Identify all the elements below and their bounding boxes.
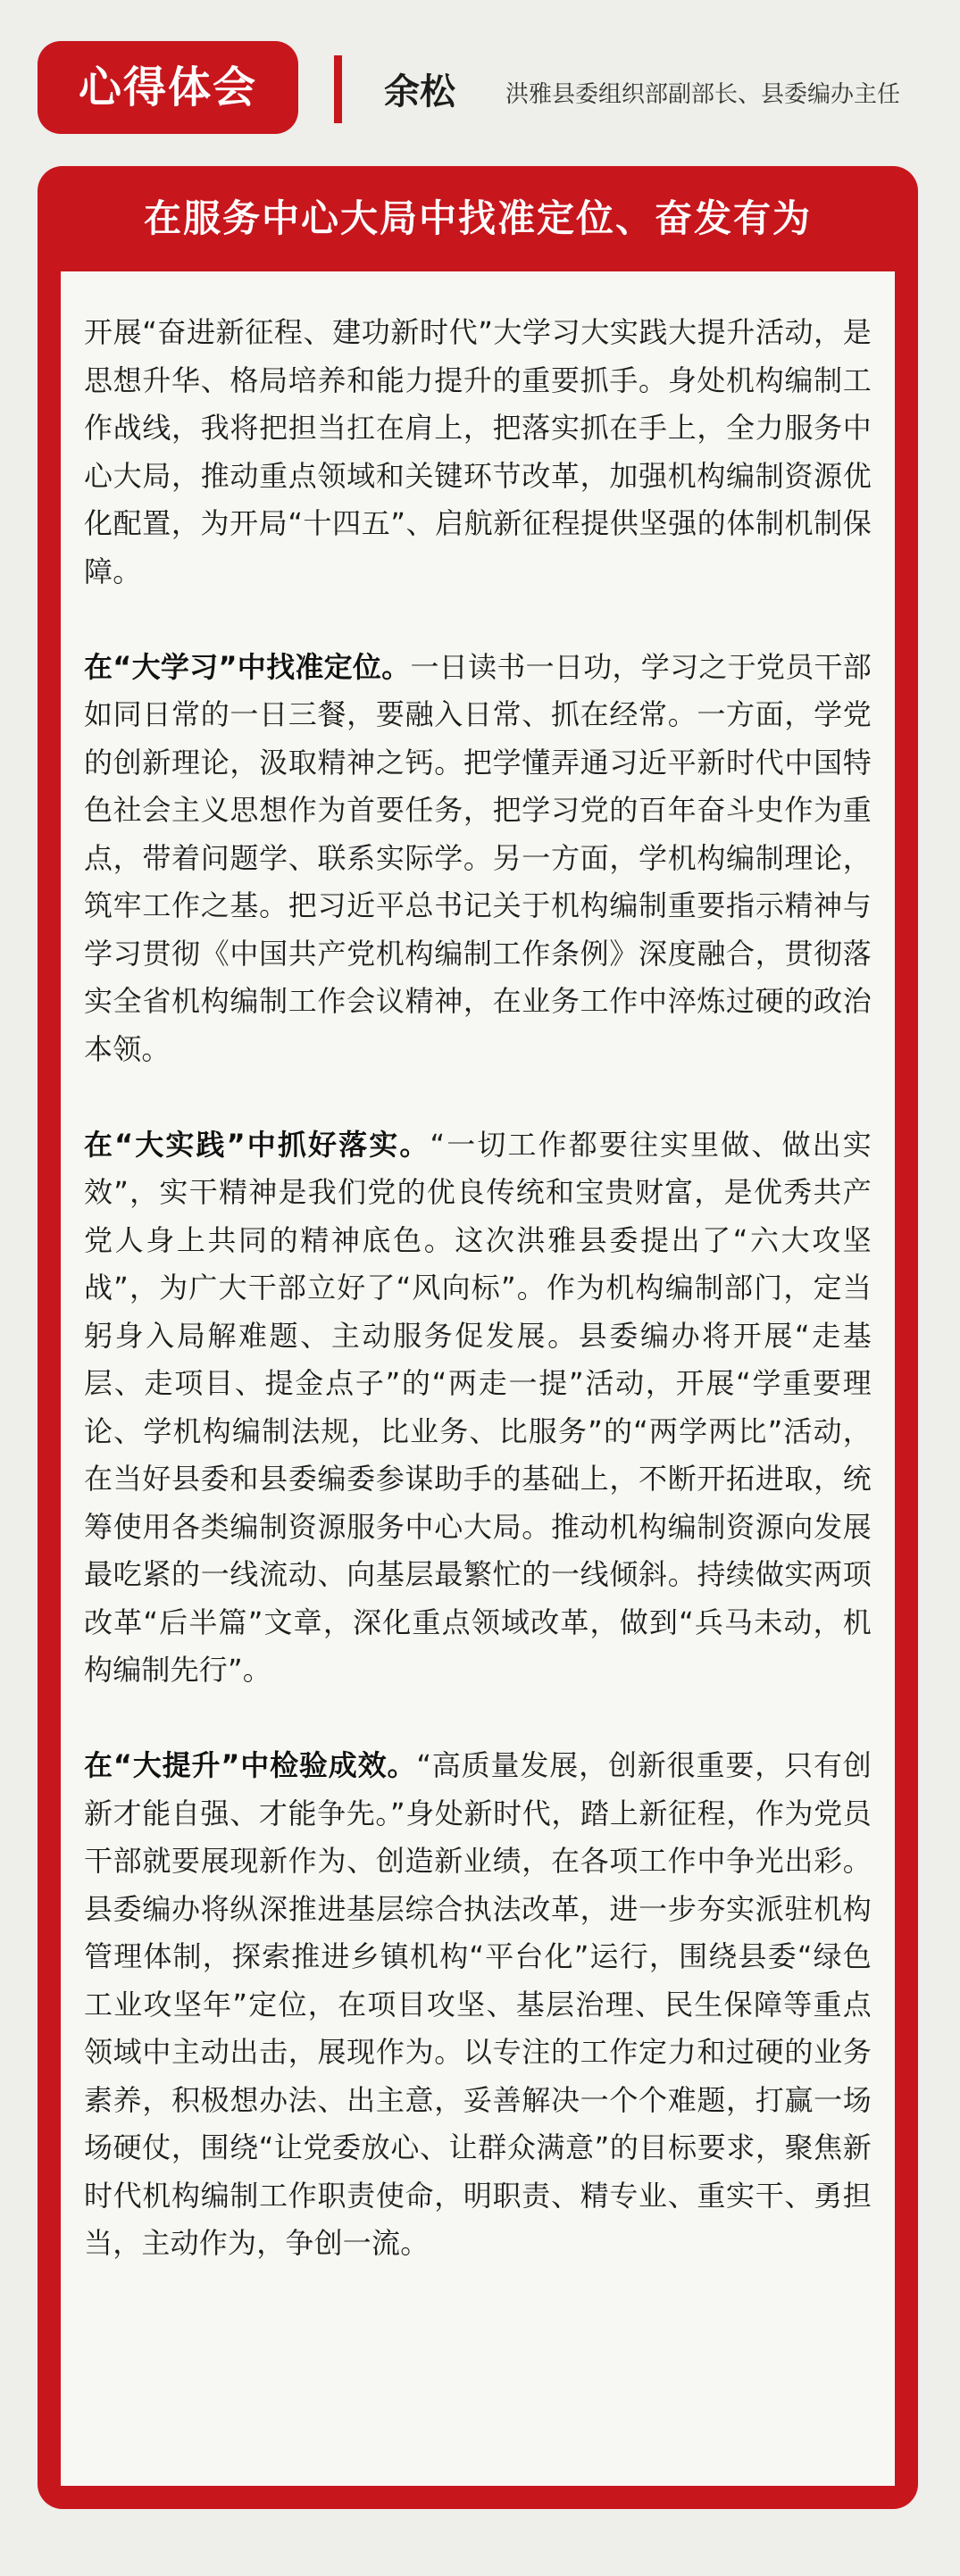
paragraph-text: “一切工作都要往实里做、做出实效”，实干精神是我们党的优良传统和宝贵财富，是优秀共产党人身上共同的精神底色。这次洪雅县委提出了“六大攻坚战”，为广大干部立好了“风向标”。作为机构编制部门，定当躬身入局解难题、主动服务促发展。县委编办将开展“走基层、走项目、提金点子”的“两走一提”活动，开展“学重要理论、学机构编制法规，比业务、比服务”的“两学两比”活动，在当好县委和县委编委参谋助手的基础上，不断开拓进取，统筹使用各类编制资源服务中心大局。推动机构编制资源向发展最吃紧的一线流动、向基层最繁忙的一线倾斜。持续做实两项改革“后半篇”文章，深化重点领域改革，做到“兵马未动，机构编制先行”。 [84, 1127, 872, 1687]
paragraph-text: 开展“奋进新征程、建功新时代”大学习大实践大提升活动，是思想升华、格局培养和能力提升的重要抓手。身处机构编制工作战线，我将把担当扛在肩上，把落实抓在手上，全力服务中心大局，推动重点领域和关键环节改革，加强机构编制资源优化配置，为开局“十四五”、启航新征程提供坚强的体制机制保障。 [84, 315, 872, 588]
article-header [0, 0, 960, 161]
author-position: 洪雅县委组织部副部长、县委编办主任 [505, 81, 901, 108]
author-name: 余松 [384, 71, 455, 113]
section-tag: 心得体会 [38, 41, 298, 134]
paragraph-lead: 在“大实践”中抓好落实。 [84, 1127, 430, 1162]
article-title: 在服务中心大局中找准定位、奋发有为 [143, 196, 812, 240]
paragraph [84, 644, 872, 1074]
paragraph-text: 一日读书一日功，学习之于党员干部如同日常的一日三餐，要融入日常、抓在经常。一方面，学党的创新理论，汲取精神之钙。把学懂弄通习近平新时代中国特色社会主义思想作为首要任务，把学习党的百年奋斗史作为重点，带着问题学、联系实际学。另一方面，学机构编制理论，筑牢工作之基。把习近平总书记关于机构编制重要指示精神与学习贯彻《中国共产党机构编制工作条例》深度融合，贯彻落实全省机构编制工作会议精神，在业务工作中淬炼过硬的政治本领。 [84, 649, 872, 1066]
paragraph-lead: 在“大提升”中检验成效。 [84, 1748, 417, 1782]
paragraph [84, 1742, 872, 2268]
paragraph-lead: 在“大学习”中找准定位。 [84, 649, 411, 684]
paragraph [84, 1121, 872, 1695]
article-frame [38, 166, 918, 2509]
article-body [61, 271, 895, 2486]
paragraph-text: “高质量发展，创新很重要，只有创新才能自强、才能争先。”身处新时代，踏上新征程，作为党员干部就要展现新作为、创造新业绩，在各项工作中争光出彩。县委编办将纵深推进基层综合执法改革，进一步夯实派驻机构管理体制，探索推进乡镇机构“平台化”运行，围绕县委“绿色工业攻坚年”定位，在项目攻坚、基层治理、民生保障等重点领域中主动出击，展现作为。以专注的工作定力和过硬的业务素养，积极想办法、出主意，妥善解决一个个难题，打赢一场场硬仗，围绕“让党委放心、让群众满意”的目标要求，聚焦新时代机构编制工作职责使命，明职责、精专业、重实干、勇担当，主动作为，争创一流。 [84, 1748, 872, 2260]
divider-bar [334, 55, 342, 123]
paragraph [84, 309, 872, 596]
